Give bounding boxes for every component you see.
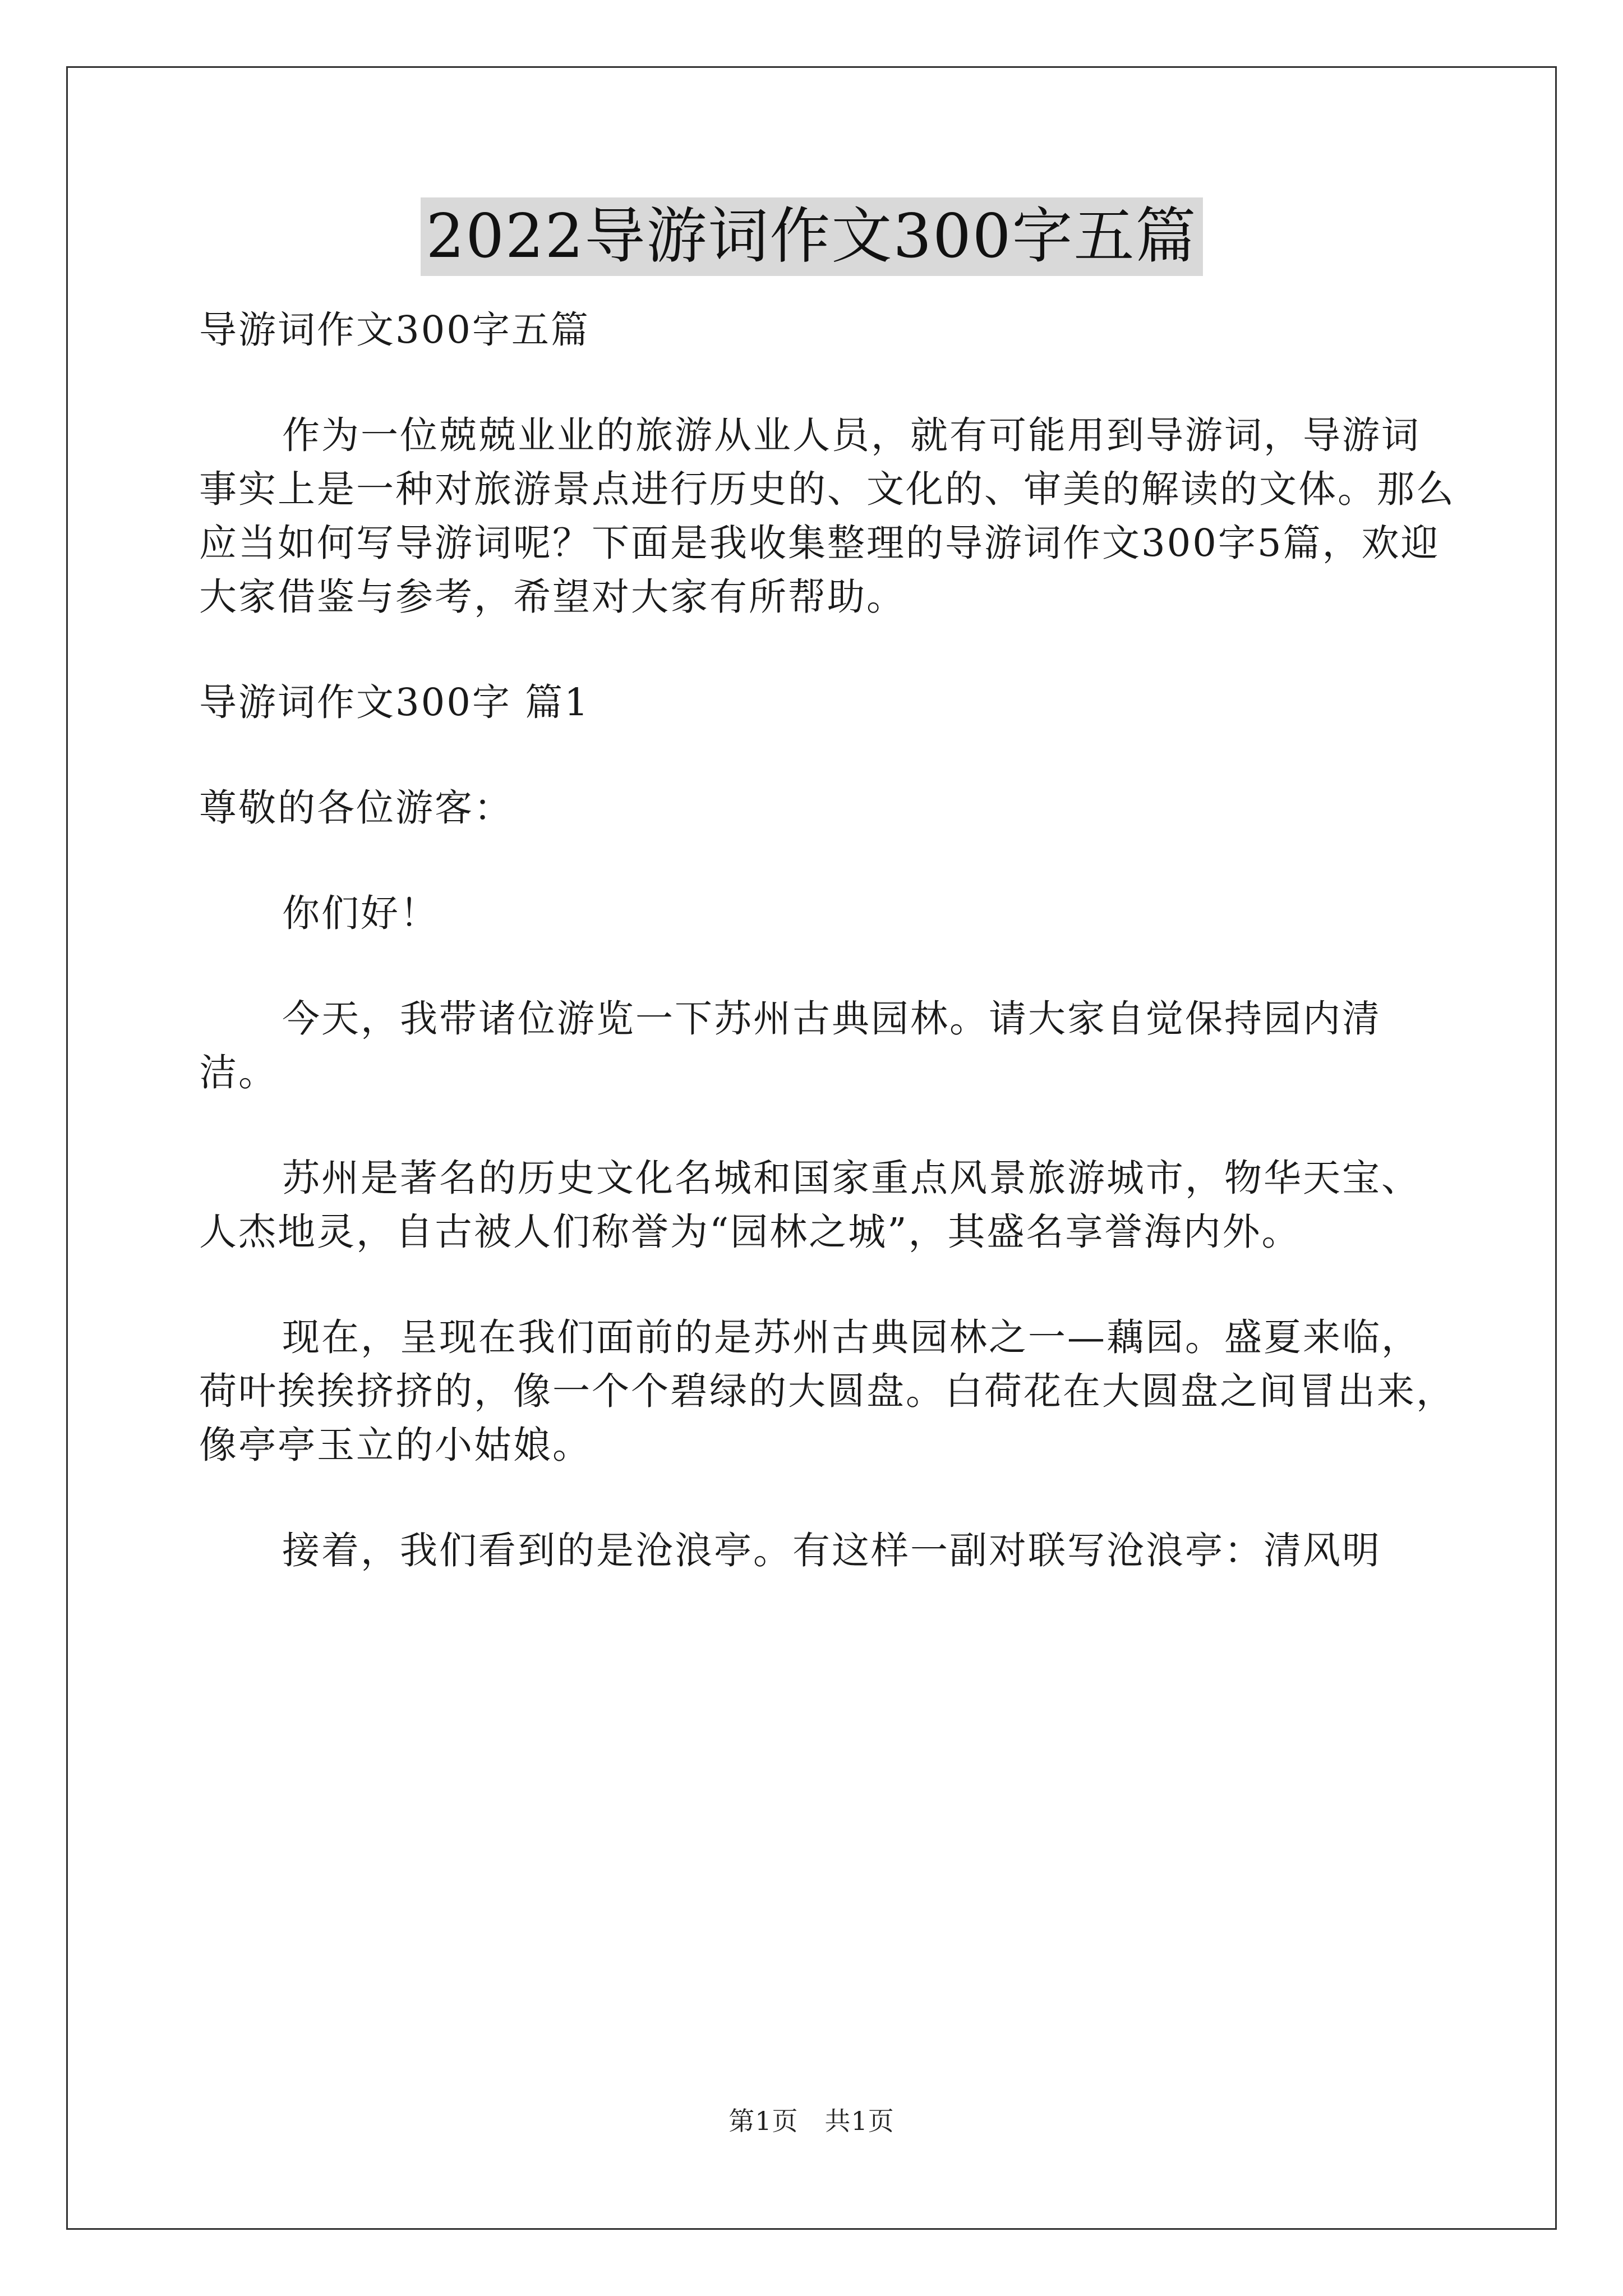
body-paragraph: 今天，我带诸位游览一下苏州古典园林。请大家自觉保持园内清洁。 xyxy=(199,997,1381,1094)
body-paragraph: 接着，我们看到的是沧浪亭。有这样一副对联写沧浪亭：清风明 xyxy=(282,1529,1381,1572)
body-paragraph: 现在，呈现在我们面前的是苏州古典园林之一—藕园。盛夏来临，荷叶挨挨挤挤的，像一个个碧绿的大圆盘。白荷花在大圆盘之间冒出来，像亭亭玉立的小姑娘。 xyxy=(199,1315,1455,1467)
greeting-paragraph: 尊敬的各位游客： xyxy=(199,786,513,830)
document-body xyxy=(199,303,1455,1629)
subtitle-paragraph: 导游词作文300字五篇 xyxy=(199,308,590,352)
document-title: 2022导游词作文300字五篇 xyxy=(421,197,1203,276)
intro-paragraph: 作为一位兢兢业业的旅游从业人员，就有可能用到导游词，导游词事实上是一种对旅游景点进行历史的、文化的、审美的解读的文体。那么应当如何写导游词呢？下面是我收集整理的导游词作文300字5篇，欢迎大家借鉴与参考，希望对大家有所帮助。 xyxy=(199,413,1455,619)
body-paragraph: 苏州是著名的历史文化名城和国家重点风景旅游城市，物华天宝、人杰地灵，自古被人们称誉为“园林之城”，其盛名享誉海内外。 xyxy=(199,1156,1421,1254)
page-footer: 第1页 共1页 xyxy=(728,2106,895,2136)
title-container xyxy=(0,197,1623,276)
body-paragraph: 你们好！ xyxy=(282,891,439,935)
section-heading: 导游词作文300字 篇1 xyxy=(199,680,590,724)
